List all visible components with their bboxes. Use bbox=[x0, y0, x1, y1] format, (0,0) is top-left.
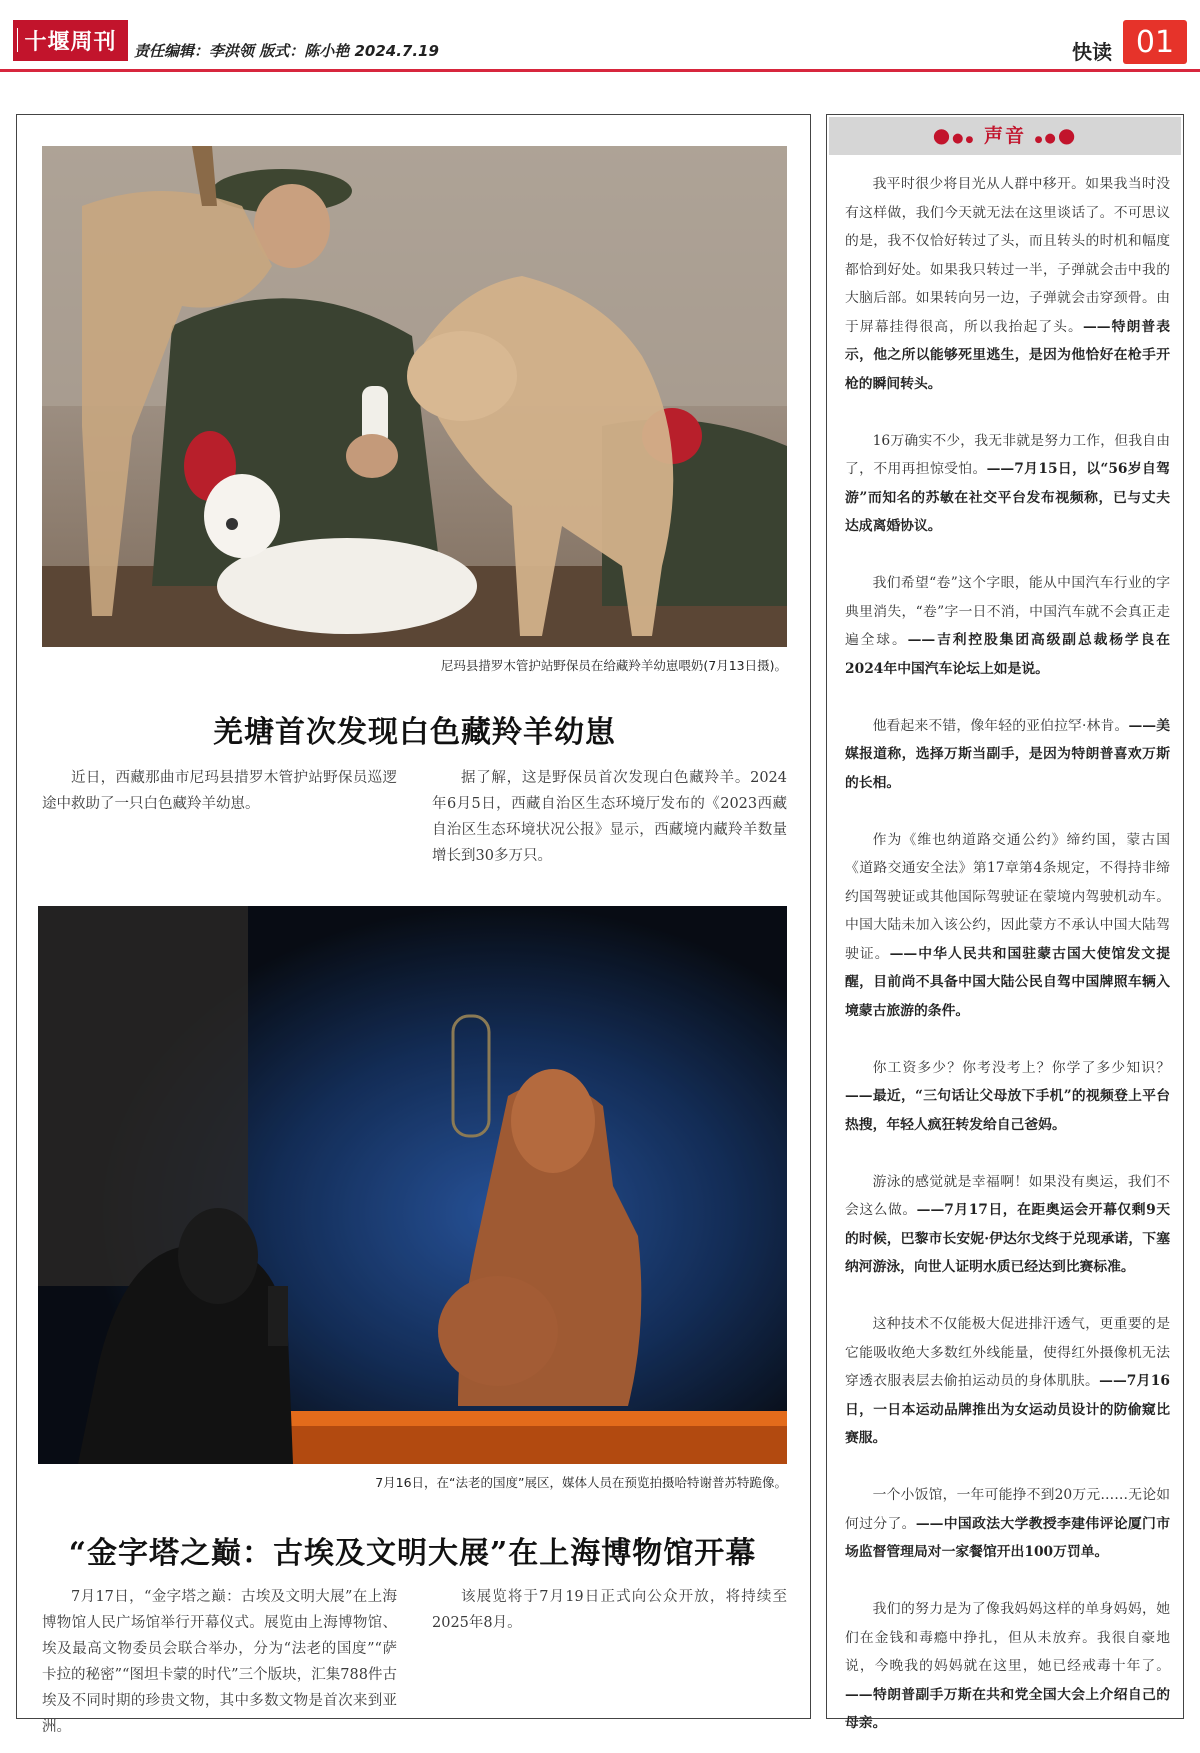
red-dot-icon: ● bbox=[1057, 123, 1078, 147]
section-label: 快读 bbox=[1072, 40, 1112, 64]
voice-item: 我平时很少将目光从人群中移开。如果我当时没有这样做，我们今天就无法在这里谈话了。不可思议的是，我不仅恰好转过了头，而且转头的时机和幅度都恰到好处。如果我只转过一半，子弹就会击中我的大脑后部。如果转向另一边，子弹就会击穿颈骨。由于屏幕挂得很高，所以我抬起了头。——特朗普表示，他之所以能够死里逃生，是因为他恰好在枪手开枪的瞬间转头。 bbox=[845, 176, 1171, 392]
voice-item: 一个小饭馆，一年可能挣不到20万元……无论如何过分了。——中国政法大学教授李建伟评论厦门市场监督管理局对一家餐馆开出100万罚单。 bbox=[845, 1487, 1171, 1560]
pharaoh-statue-photo bbox=[38, 906, 787, 1464]
headline-2: “金字塔之巅：古埃及文明大展”在上海博物馆开幕 bbox=[68, 1536, 757, 1571]
photo-caption-2: 7月16日，在“法老的国度”展区，媒体人员在预览拍摄哈特谢普苏特跪像。 bbox=[375, 1475, 787, 1490]
article-1-col-2 bbox=[432, 765, 787, 869]
article-2-paragraph-1: 7月17日，“金字塔之巅：古埃及文明大展”在上海博物馆人民广场馆举行开幕仪式。展览由上海博物馆、埃及最高文物委员会联合举办，分为“法老的国度”“萨卡拉的秘密”“图坦卡蒙的时代”三个版块，汇集788件古埃及不同时期的珍贵文物，其中多数文物是首次来到亚洲。 bbox=[42, 1589, 397, 1735]
masthead-credits: 责任编辑：李洪领 版式：陈小艳 2024.7.19 bbox=[134, 42, 439, 60]
antelope-photo bbox=[42, 146, 787, 647]
voice-item: 这种技术不仅能极大促进排汗透气，更重要的是它能吸收绝大多数红外线能量，使得红外摄像机无法穿透衣服表层去偷拍运动员的身体肌肤。——7月16日，一日本运动品牌推出为女运动员设计的防偷窥比赛服。 bbox=[845, 1316, 1170, 1446]
page-number-badge: 01 bbox=[1123, 20, 1187, 64]
article-2-paragraph-2: 该展览将于7月19日正式向公众开放，将持续至2025年8月。 bbox=[432, 1589, 787, 1631]
newspaper-logo bbox=[13, 20, 128, 61]
voice-item: 作为《维也纳道路交通公约》缔约国，蒙古国《道路交通安全法》第17章第4条规定，不得持非缔约国驾驶证或其他国际驾驶证在蒙境内驾驶机动车。中国大陆未加入该公约，因此蒙方不承认中国大陆驾驶证。——中华人民共和国驻蒙古国大使馆发文提醒，目前尚不具备中国大陆公民自驾中国牌照车辆入境蒙古旅游的条件。 bbox=[845, 831, 1171, 1019]
article-1-paragraph-2: 据了解，这是野保员首次发现白色藏羚羊。2024年6月5日，西藏自治区生态环境厅发布的《2023西藏自治区生态环境状况公报》显示，西藏境内藏羚羊数量增长到30多万只。 bbox=[432, 770, 787, 864]
article-1-paragraph-1: 近日，西藏那曲市尼玛县措罗木管护站野保员巡逻途中救助了一只白色藏羚羊幼崽。 bbox=[42, 770, 397, 812]
article-2-col-1 bbox=[42, 1584, 397, 1735]
voices-title: 声音 bbox=[983, 125, 1026, 147]
voice-item: 他看起来不错，像年轻的亚伯拉罕·林肯。——美媒报道称，选择万斯当副手，是因为特朗普喜欢万斯的长相。 bbox=[845, 717, 1171, 791]
red-dot-icon: ● bbox=[932, 123, 953, 147]
voices-heading bbox=[829, 121, 1181, 148]
voice-item: 16万确实不少，我无非就是努力工作，但我自由了，不用再担惊受怕。——7月15日，以“56岁自驾游”而知名的苏敏在社交平台发布视频称，已与丈夫达成离婚协议。 bbox=[845, 432, 1171, 534]
red-dot-icon: ● bbox=[965, 135, 976, 145]
header-divider bbox=[0, 69, 1200, 72]
voice-item: 我们的努力是为了像我妈妈这样的单身妈妈，她们在金钱和毒瘾中挣扎，但从未放弃。我很自豪地说，今晚我的妈妈就在这里，她已经戒毒十年了。——特朗普副手万斯在共和党全国大会上介绍自己的母亲。 bbox=[845, 1601, 1170, 1731]
article-2-col-2 bbox=[432, 1584, 787, 1636]
red-dot-icon: ● bbox=[952, 131, 966, 146]
logo-text: 十堰周刊 bbox=[24, 29, 117, 55]
voices-list bbox=[845, 170, 1170, 1738]
voice-item: 你工资多少？你考没考上？你学了多少知识？——最近，“三句话让父母放下手机”的视频登上平台热搜，年轻人疯狂转发给自己爸妈。 bbox=[845, 1059, 1170, 1133]
red-dot-icon: ● bbox=[1034, 135, 1045, 145]
voice-item: 我们希望“卷”这个字眼，能从中国汽车行业的字典里消失，“卷”字一日不消，中国汽车就不会真正走遍全球。——吉利控股集团高级副总裁杨学良在2024年中国汽车论坛上如是说。 bbox=[845, 575, 1171, 677]
article-1-col-1 bbox=[42, 765, 397, 817]
red-dot-icon: ● bbox=[1044, 131, 1058, 146]
headline-1: 羌塘首次发现白色藏羚羊幼崽 bbox=[213, 715, 616, 750]
voice-item: 游泳的感觉就是幸福啊！如果没有奥运，我们不会这么做。——7月17日，在距奥运会开幕仅剩9天的时候，巴黎市长安妮·伊达尔戈终于兑现承诺，下塞纳河游泳，向世人证明水质已经达到比赛标准。 bbox=[845, 1173, 1171, 1275]
photo-caption-1: 尼玛县措罗木管护站野保员在给藏羚羊幼崽喂奶(7月13日摄)。 bbox=[440, 658, 787, 673]
